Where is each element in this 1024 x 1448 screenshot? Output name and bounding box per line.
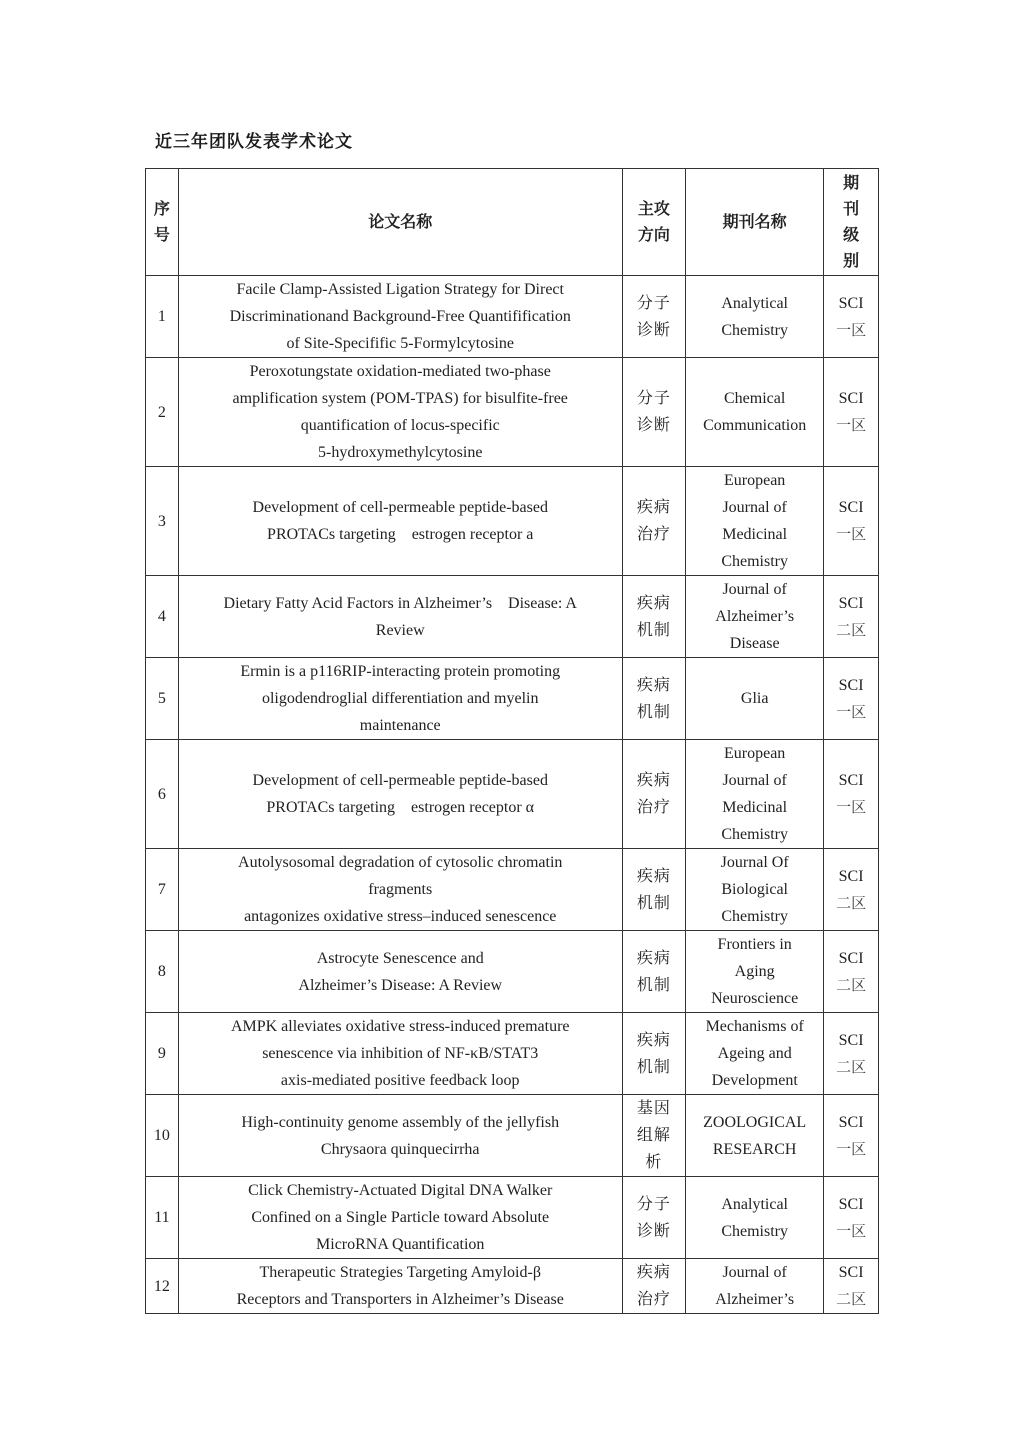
research-direction-text: 疾病治疗 <box>636 499 671 543</box>
journal-level <box>824 849 879 931</box>
paper-title-line: Astrocyte Senescence and <box>316 949 484 967</box>
paper-title-line: quantification of locus-specific <box>300 417 500 434</box>
level-zone: 一区 <box>836 1139 867 1158</box>
paper-title <box>178 276 622 358</box>
journal-name-line: Communication <box>703 417 807 434</box>
papers-table <box>145 168 879 1314</box>
paper-title-line: Peroxotungstate oxidation-mediated two-phase <box>249 363 551 380</box>
paper-title <box>178 1013 622 1095</box>
research-direction <box>622 931 686 1013</box>
journal-name-line: European <box>724 745 786 762</box>
journal-name-line: Analytical <box>721 1195 788 1213</box>
journal-name <box>686 358 824 467</box>
journal-name <box>686 576 824 658</box>
research-direction-text: 分子诊断 <box>636 1195 671 1240</box>
table-body <box>146 276 879 1314</box>
journal-name-line: Chemistry <box>721 1222 788 1240</box>
journal-name <box>686 467 824 576</box>
table-row <box>146 1177 879 1259</box>
paper-title-line: fragments <box>368 881 433 898</box>
journal-name-line: Chemistry <box>721 826 788 843</box>
level-zone: 一区 <box>836 1221 867 1240</box>
journal-level <box>824 276 879 358</box>
paper-title-line: Dietary Fatty Acid Factors in Alzheimer’s Disease: A <box>223 594 577 612</box>
journal-name-line: Chemical <box>724 390 786 407</box>
journal-name-line: Analytical <box>721 294 788 312</box>
research-direction <box>622 576 686 658</box>
level-sci: SCI <box>838 1113 864 1131</box>
paper-title <box>178 1259 622 1314</box>
row-number: 11 <box>146 1177 179 1259</box>
journal-name-line: Medicinal <box>722 526 788 543</box>
level-zone: 二区 <box>836 893 867 912</box>
row-number: 2 <box>146 358 179 467</box>
journal-name <box>686 931 824 1013</box>
research-direction-text: 基因组解析 <box>636 1100 671 1171</box>
paper-title <box>178 358 622 467</box>
table-row <box>146 1259 879 1314</box>
row-number: 3 <box>146 467 179 576</box>
journal-name-line: Chemistry <box>721 321 788 339</box>
level-zone: 一区 <box>836 702 867 721</box>
research-direction-text: 疾病机制 <box>636 1031 671 1076</box>
level-sci: SCI <box>838 294 864 312</box>
level-zone: 一区 <box>836 525 867 543</box>
journal-name-line: Disease <box>729 635 780 652</box>
journal-name-line: Medicinal <box>722 799 788 816</box>
paper-title-line: maintenance <box>359 717 441 734</box>
level-sci: SCI <box>838 1264 864 1281</box>
paper-title-line: Ermin is a p116RIP-interacting protein promoting <box>240 663 561 680</box>
journal-level <box>824 467 879 576</box>
row-number: 7 <box>146 849 179 931</box>
table-row <box>146 358 879 467</box>
paper-title-line: oligodendroglial differentiation and myelin <box>261 690 539 707</box>
paper-title-line: PROTACs targeting estrogen receptor α <box>266 799 535 816</box>
journal-name <box>686 849 824 931</box>
paper-title-line: Therapeutic Strategies Targeting Amyloid-β <box>259 1264 541 1281</box>
journal-name-line: Alzheimer’s <box>715 608 795 625</box>
journal-level <box>824 358 879 467</box>
journal-name-line: Mechanisms of <box>705 1018 804 1035</box>
table-row <box>146 658 879 740</box>
level-zone: 二区 <box>836 1057 867 1076</box>
level-zone: 二区 <box>836 620 867 639</box>
journal-name-line: Journal of <box>722 581 787 598</box>
table-row <box>146 931 879 1013</box>
paper-title-line: High-continuity genome assembly of the jellyfish <box>241 1113 560 1131</box>
header-title: 论文名称 <box>178 169 622 276</box>
journal-name-line: Alzheimer’s <box>715 1291 795 1308</box>
research-direction-text: 分子诊断 <box>636 390 671 434</box>
paper-title <box>178 1177 622 1259</box>
paper-title-line: PROTACs targeting estrogen receptor a <box>267 526 534 543</box>
research-direction-text: 疾病机制 <box>636 676 671 721</box>
row-number: 9 <box>146 1013 179 1095</box>
level-zone: 一区 <box>836 416 867 434</box>
journal-name-line: Journal of <box>722 499 787 516</box>
journal-name <box>686 658 824 740</box>
journal-name <box>686 1095 824 1177</box>
paper-title-line: Discriminationand Background-Free Quantifification <box>229 308 571 325</box>
research-direction-text: 分子诊断 <box>636 294 671 339</box>
journal-name <box>686 1177 824 1259</box>
journal-name-line: Frontiers in <box>717 936 792 953</box>
research-direction <box>622 276 686 358</box>
table-header-row <box>146 169 879 276</box>
paper-title <box>178 931 622 1013</box>
table-row <box>146 849 879 931</box>
header-journal: 期刊名称 <box>686 169 824 276</box>
journal-name-line: European <box>724 472 786 489</box>
research-direction-text: 疾病机制 <box>636 867 671 912</box>
paper-title-line: Development of cell-permeable peptide-based <box>252 499 548 516</box>
row-number: 6 <box>146 740 179 849</box>
paper-title-line: antagonizes oxidative stress–induced senescence <box>244 908 557 925</box>
row-number: 4 <box>146 576 179 658</box>
journal-name <box>686 1259 824 1314</box>
level-zone: 一区 <box>836 798 867 816</box>
journal-level <box>824 1013 879 1095</box>
journal-level <box>824 658 879 740</box>
research-direction <box>622 1259 686 1314</box>
row-number: 8 <box>146 931 179 1013</box>
row-number: 12 <box>146 1259 179 1314</box>
paper-title-line: Review <box>375 621 425 639</box>
research-direction <box>622 358 686 467</box>
table-row <box>146 1013 879 1095</box>
row-number: 5 <box>146 658 179 740</box>
journal-name-line: Journal of <box>722 1264 787 1281</box>
paper-title-line: 5-hydroxymethylcytosine <box>318 444 483 461</box>
research-direction-text: 疾病治疗 <box>636 772 671 816</box>
paper-title-line: axis-mediated positive feedback loop <box>280 1072 520 1089</box>
journal-level <box>824 740 879 849</box>
journal-name-line: RESEARCH <box>712 1140 797 1158</box>
research-direction-text: 疾病机制 <box>636 594 671 639</box>
paper-title-line: Autolysosomal degradation of cytosolic chromatin <box>238 854 563 871</box>
table-row <box>146 467 879 576</box>
paper-title-line: Confined on a Single Particle toward Absolute <box>251 1209 550 1226</box>
paper-title-line: MicroRNA Quantification <box>316 1236 485 1253</box>
journal-level <box>824 576 879 658</box>
table-row <box>146 1095 879 1177</box>
journal-name-line: Biological <box>721 881 788 898</box>
journal-name-line: Chemistry <box>721 553 788 570</box>
research-direction <box>622 1013 686 1095</box>
journal-name-line: Glia <box>740 690 769 707</box>
paper-title <box>178 740 622 849</box>
paper-title-line: Chrysaora quinquecirrha <box>320 1140 480 1158</box>
journal-name <box>686 740 824 849</box>
research-direction-text: 疾病治疗 <box>636 1264 671 1308</box>
journal-name-line: Aging <box>734 963 775 980</box>
research-direction <box>622 740 686 849</box>
level-sci: SCI <box>838 499 864 516</box>
paper-title <box>178 658 622 740</box>
research-direction <box>622 849 686 931</box>
header-direction: 主攻方向 <box>622 169 686 276</box>
paper-title-line: Alzheimer’s Disease: A Review <box>298 976 503 994</box>
header-level: 期刊级别 <box>824 169 879 276</box>
journal-name-line: Ageing and <box>717 1045 792 1062</box>
journal-name-line: Journal Of <box>720 854 789 871</box>
journal-name-line: Journal of <box>722 772 787 789</box>
paper-title <box>178 576 622 658</box>
level-sci: SCI <box>838 949 864 967</box>
research-direction <box>622 467 686 576</box>
table-row <box>146 740 879 849</box>
level-zone: 一区 <box>836 320 867 339</box>
level-sci: SCI <box>838 1195 864 1213</box>
paper-title-line: Receptors and Transporters in Alzheimer’s Disease <box>236 1291 564 1308</box>
paper-title-line: senescence via inhibition of NF-κB/STAT3 <box>262 1045 539 1062</box>
paper-title-line: of Site-Specifific 5-Formylcytosine <box>286 335 514 352</box>
paper-title <box>178 1095 622 1177</box>
paper-title-line: Development of cell-permeable peptide-based <box>252 772 548 789</box>
level-zone: 二区 <box>836 1290 867 1308</box>
journal-name <box>686 1013 824 1095</box>
journal-name-line: ZOOLOGICAL <box>703 1113 807 1131</box>
level-sci: SCI <box>838 676 864 694</box>
journal-name-line: Neuroscience <box>711 990 799 1007</box>
row-number: 1 <box>146 276 179 358</box>
level-sci: SCI <box>838 390 864 407</box>
paper-title <box>178 849 622 931</box>
level-sci: SCI <box>838 772 864 789</box>
level-sci: SCI <box>838 1031 864 1049</box>
header-number: 序号 <box>146 169 179 276</box>
table-row <box>146 276 879 358</box>
level-sci: SCI <box>838 594 864 612</box>
journal-name <box>686 276 824 358</box>
journal-level <box>824 1259 879 1314</box>
level-sci: SCI <box>838 867 864 885</box>
row-number: 10 <box>146 1095 179 1177</box>
research-direction-text: 疾病机制 <box>636 949 671 994</box>
journal-level <box>824 931 879 1013</box>
paper-title-line: Facile Clamp-Assisted Ligation Strategy for Direct <box>236 281 564 298</box>
journal-level <box>824 1177 879 1259</box>
paper-title <box>178 467 622 576</box>
paper-title-line: Click Chemistry-Actuated Digital DNA Walker <box>248 1182 553 1199</box>
level-zone: 二区 <box>836 975 867 994</box>
research-direction <box>622 1177 686 1259</box>
paper-title-line: amplification system (POM-TPAS) for bisulfite-free <box>232 390 568 407</box>
paper-title-line: AMPK alleviates oxidative stress-induced premature <box>230 1018 570 1035</box>
research-direction <box>622 1095 686 1177</box>
journal-name-line: Chemistry <box>721 908 788 925</box>
research-direction <box>622 658 686 740</box>
page-title: 近三年团队发表学术论文 <box>155 132 353 152</box>
journal-level <box>824 1095 879 1177</box>
table-row <box>146 576 879 658</box>
journal-name-line: Development <box>711 1072 798 1089</box>
